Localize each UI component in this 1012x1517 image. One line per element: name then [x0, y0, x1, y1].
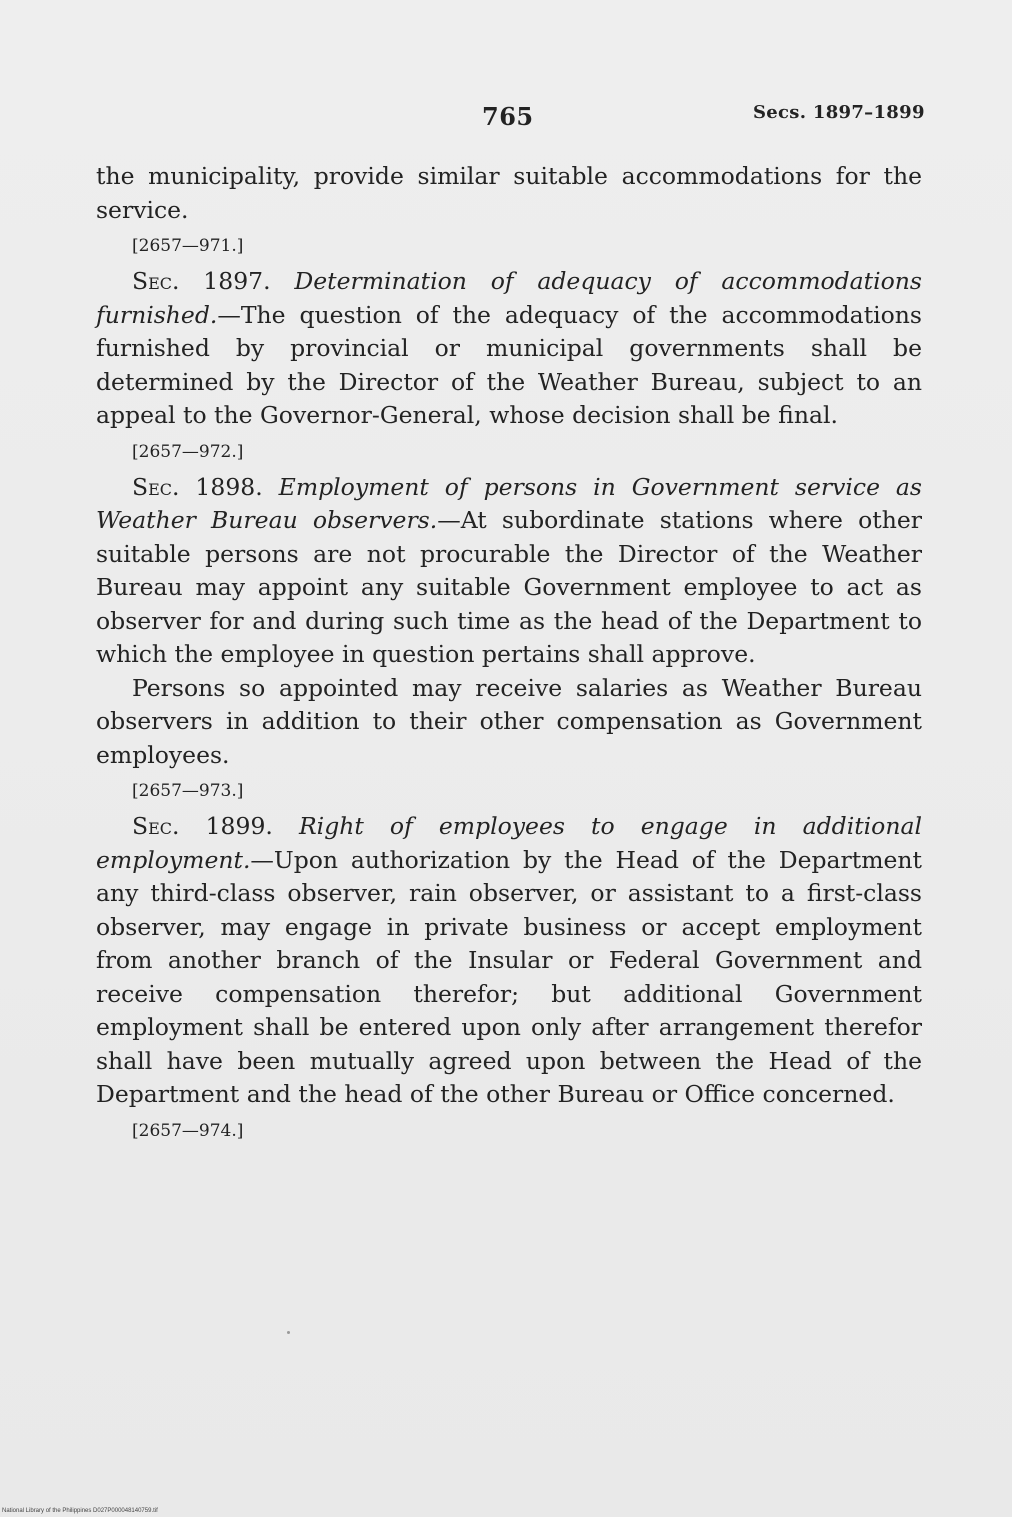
section-1899-label: Sec. 1899.: [132, 812, 273, 840]
section-1899: [96, 810, 922, 1112]
section-1898-title: Employment of persons in Government service as Weather Bureau observers.: [96, 472, 922, 534]
citation-973: [2657—973.]: [132, 781, 244, 801]
section-1898-label: Sec. 1898.: [132, 472, 263, 501]
section-1897-text: —The question of the adequacy of the accommodations furnished by provincial or municipal governments shall be determined by the Director of the Weather Bureau, subject to an appeal to the Governor-General, whose decision shall be final.: [96, 300, 922, 429]
section-range-heading: Secs. 1897–1899: [753, 102, 925, 123]
citation-974: [2657—974.]: [132, 1120, 244, 1141]
document-body: [96, 160, 922, 1150]
page-number: 765: [482, 102, 534, 131]
section-1897: [96, 265, 922, 433]
section-1897-label: Sec. 1897.: [132, 267, 271, 295]
section-1898-text: —At subordinate stations where other suitable persons are not procurable the Director of the Weather Bureau may appoint any suitable Government employee to act as observer for and during such time as the head of the Department to which the employee in question pertains shall approve.: [96, 506, 922, 668]
citation-971: [2657—971.]: [132, 236, 244, 256]
section-1898: [96, 471, 922, 672]
section-1898-paragraph-2: Persons so appointed may receive salaries as Weather Bureau observers in addition to their other compensation as Government employees.: [96, 673, 922, 769]
citation-972: [2657—972.]: [132, 441, 244, 462]
section-1899-title: Right of employees to engage in additional employment.: [96, 812, 922, 874]
scan-speck: [287, 1331, 290, 1334]
intro-paragraph: the municipality, provide similar suitable accommodations for the service.: [96, 162, 922, 224]
section-1899-text: —Upon authorization by the Head of the Department any third-class observer, rain observer, or assistant to a first-class observer, may engage in private business or accept employment from another branch of the Insular or Federal Government and receive compensation therefor; but additional Government employment shall be entered upon only after arrangement therefor shall have been mutually agreed upon between the Head of the Department and the head of the other Bureau or Office concerned.: [96, 845, 922, 1108]
page-header: [0, 102, 1012, 142]
section-1897-title: Determination of adequacy of accommodations furnished.: [96, 267, 922, 329]
scan-credit: National Library of the Philippines D027P000048140759.tif: [2, 1508, 158, 1514]
